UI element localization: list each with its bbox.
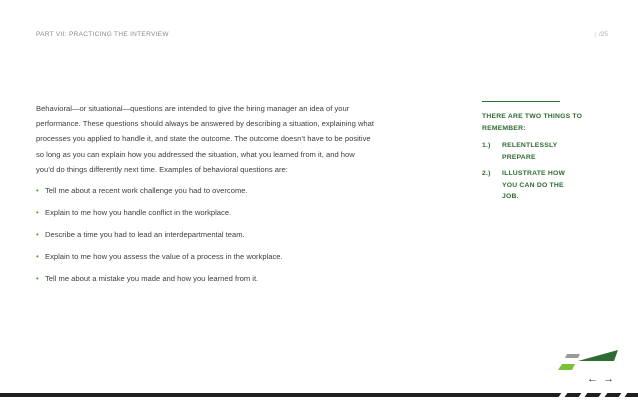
footer-bar-notch (579, 393, 588, 397)
bullet-icon: • (36, 230, 39, 239)
sidebar-item-number: 2.) (482, 170, 491, 177)
list-item (36, 274, 376, 296)
sidebar-item-text: RELENTLESSLY PREPARE (502, 142, 558, 161)
sidebar-title: THERE ARE TWO THINGS TO REMEMBER: (482, 113, 583, 132)
intro-paragraph: Behavioral—or situational—questions are intended to give the hiring manager an idea of your performance. These questions should always be answered by describing a situation, explaining what processes you applied to handle it, and state the outcome. The outcome doesn’t have to be positive so long as you can explain how you addressed the situation, what you learned from it, and how you’d do things differently next time. Examples of behavioral questions are: (36, 104, 374, 174)
page-number-text: /25 (598, 31, 608, 38)
section-title: PART VII: PRACTICING THE INTERVIEW (36, 31, 169, 38)
sidebar-item (482, 140, 592, 163)
footer-bar-notch (559, 393, 568, 397)
sidebar-item-text: ILLUSTRATE HOW YOU CAN DO THE JOB. (502, 170, 566, 200)
bullet-icon: • (36, 208, 39, 217)
footer-bar (0, 393, 638, 397)
page-navigation (587, 373, 614, 385)
sidebar-rule (482, 101, 560, 102)
sidebar-callout (482, 101, 592, 203)
sidebar-item (482, 168, 592, 203)
brand-logo-icon (558, 350, 618, 372)
list-item-text: Tell me about a recent work challenge you had to overcome. (45, 186, 248, 195)
list-item (36, 252, 376, 274)
bullet-icon: • (36, 252, 39, 261)
header-divider: | (594, 31, 596, 38)
footer-bar-notch (619, 393, 628, 397)
question-list (36, 186, 376, 296)
list-item (36, 230, 376, 252)
list-item (36, 186, 376, 208)
list-item-text: Describe a time you had to lead an interdepartmental team. (45, 230, 245, 239)
footer-bar-notch (599, 393, 608, 397)
bullet-icon: • (36, 186, 39, 195)
sidebar-item-number: 1.) (482, 142, 491, 149)
list-item-text: Explain to me how you assess the value of a process in the workplace. (45, 252, 283, 261)
page-number (594, 31, 608, 38)
bullet-icon: • (36, 274, 39, 283)
prev-page-button[interactable]: ← (587, 373, 598, 385)
next-page-button[interactable]: → (603, 373, 614, 385)
list-item-text: Tell me about a mistake you made and how you learned from it. (45, 274, 259, 283)
list-item (36, 208, 376, 230)
list-item-text: Explain to me how you handle conflict in the workplace. (45, 208, 232, 217)
